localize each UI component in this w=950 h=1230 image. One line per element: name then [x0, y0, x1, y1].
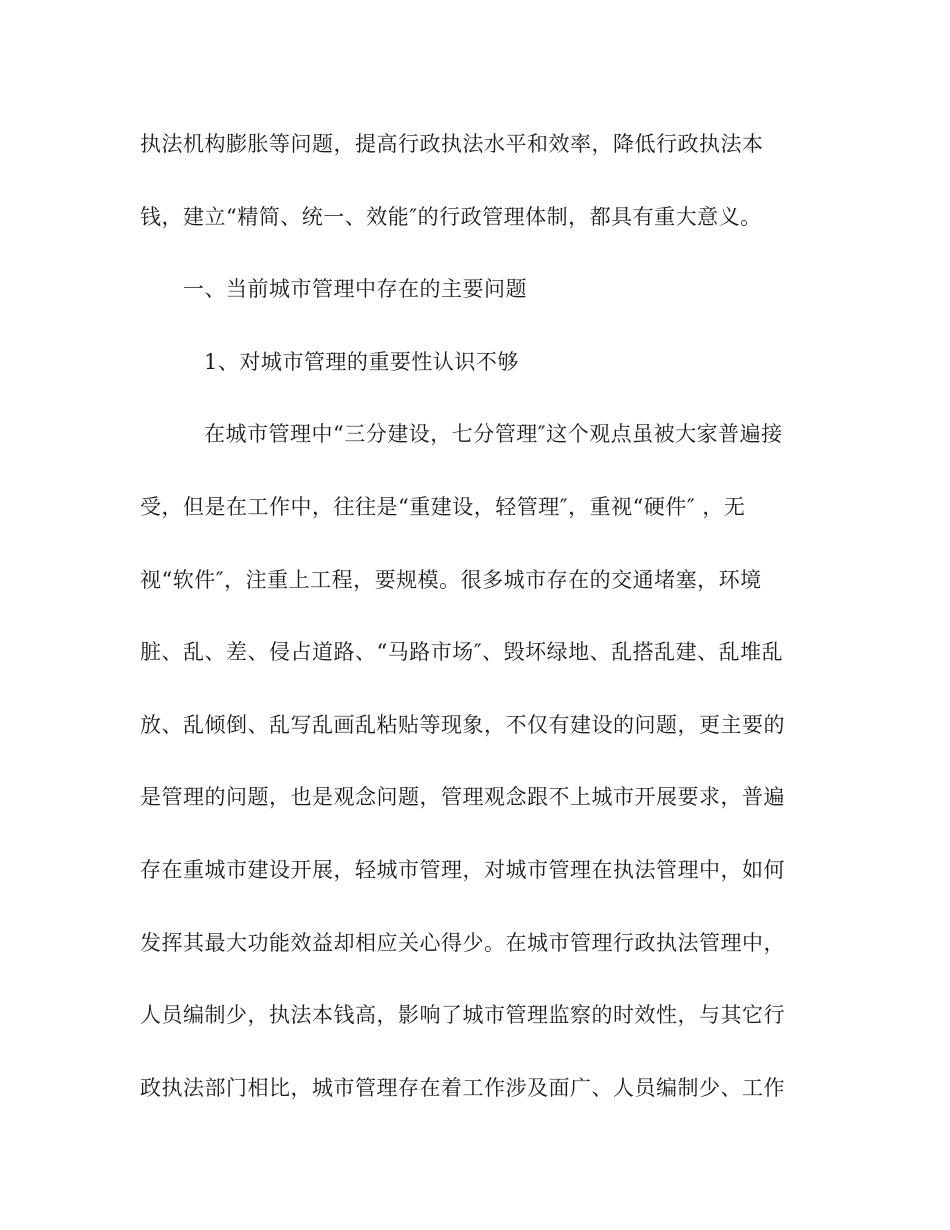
paragraph-line: 执法机构膨胀等问题，提高行政执法水平和效率，降低行政执法本: [140, 132, 764, 156]
paragraph-line: 放、乱倾倒、乱写乱画乱粘贴等现象，不仅有建设的问题，更主要的: [140, 712, 785, 737]
paragraph-line: 政执法部门相比，城市管理存在着工作涉及面广、人员编制少、工作: [140, 1075, 785, 1100]
subsection-heading: 1、对城市管理的重要性认识不够: [204, 349, 519, 374]
paragraph-line: 人员编制少，执法本钱高，影响了城市管理监察的时效性，与其它行: [140, 1003, 785, 1028]
document-body: [140, 118, 810, 1134]
paragraph-line: 存在重城市建设开展，轻城市管理，对城市管理在执法管理中，如何: [140, 857, 785, 882]
paragraph-line: 发挥其最大功能效益却相应关心得少。在城市管理行政执法管理中，: [140, 930, 785, 955]
paragraph-line: 脏、乱、差、侵占道路、“马路市场″、毁坏绿地、乱搭乱建、乱堆乱: [140, 640, 784, 665]
paragraph-line: 视“软件″，注重上工程，要规模。很多城市存在的交通堵塞，环境: [140, 567, 762, 592]
paragraph-line: 钱，建立“精简、统一、效能″的行政管理体制，都具有重大意义。: [140, 204, 762, 229]
paragraph-line: 受，但是在工作中，往往是“重建设，轻管理″，重视“硬件″ ，无: [140, 494, 746, 519]
section-heading: 一、当前城市管理中存在的主要问题: [183, 277, 527, 302]
paragraph-line: 是管理的问题，也是观念问题，管理观念跟不上城市开展要求，普遍: [140, 785, 785, 810]
paragraph-line: 在城市管理中“三分建设，七分管理″这个观点虽被大家普遍接: [204, 422, 783, 447]
